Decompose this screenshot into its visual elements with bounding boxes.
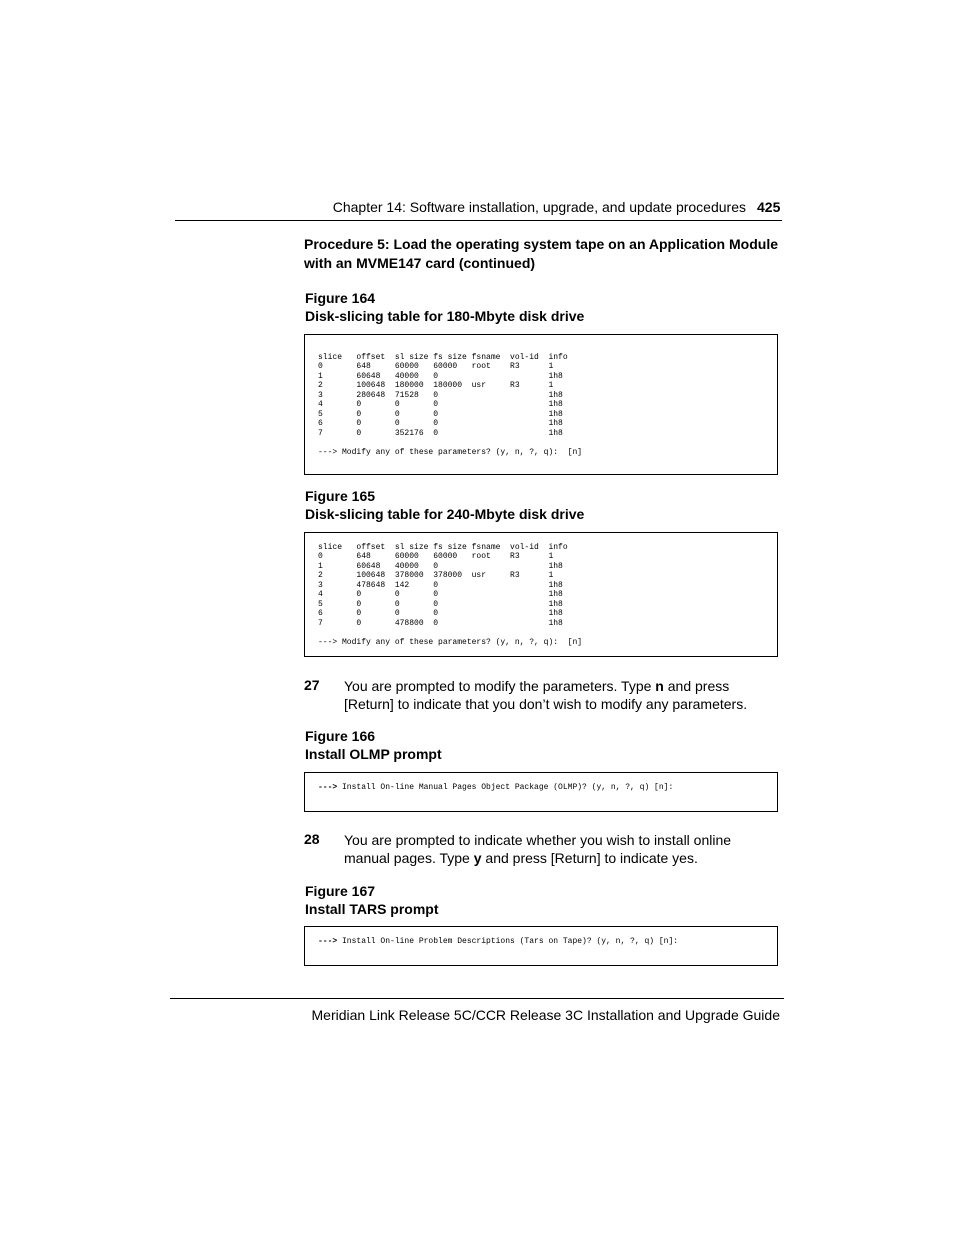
chapter-title: Chapter 14: Software installation, upgrade, and update procedures — [332, 199, 746, 215]
figure-167-number: Figure 167 — [305, 883, 376, 899]
footer-rule — [170, 998, 784, 999]
olmp-prompt-text: Install On-line Manual Pages Object Package (OLMP)? (y, n, ?, q) [n]: — [337, 783, 674, 792]
step-27-key: n — [655, 678, 664, 694]
step-28-text-before: You are prompted to indicate whether you wish to install online manual pages. Type — [344, 832, 732, 866]
disk-slicing-table-180: slice offset sl size fs size fsname vol-id info 0 648 60000 60000 root R3 1 1 60648 40000 0 1h8 2 100648 180000 180000 usr R3 1 3 280648 71528 0 1h8 4 0 0 0 1h8 5 0 0 0 1h8 6 0 0 0 1h8 7 0 352176 0 1h8 ---> Modify any of these parameters? (y, n, ?, q): [n] — [318, 353, 583, 457]
olmp-prompt — [318, 783, 673, 792]
figure-164-caption — [305, 289, 584, 325]
figure-166-code-box — [304, 772, 778, 812]
tars-prompt-arrow: ---> — [318, 937, 338, 946]
step-27-text-before: You are prompted to modify the parameters. Type — [344, 678, 656, 694]
tars-prompt-text: Install On-line Problem Descriptions (Tars on Tape)? (y, n, ?, q) [n]: — [337, 937, 679, 946]
footer-title: Meridian Link Release 5C/CCR Release 3C Installation and Upgrade Guide — [311, 1007, 780, 1023]
step-28-key: y — [473, 850, 482, 866]
step-28-number: 28 — [304, 831, 320, 847]
figure-167-caption — [305, 882, 439, 918]
step-28-text-after: and press [Return] to indicate yes. — [481, 850, 698, 866]
figure-165-code-box — [304, 532, 778, 657]
disk-slicing-table-240: slice offset sl size fs size fsname vol-id info 0 648 60000 60000 root R3 1 1 60648 40000 0 1h8 2 100648 378000 378000 usr R3 1 3 478648 142 0 1h8 4 0 0 0 1h8 5 0 0 0 1h8 6 0 0 0 1h8 7 0 478800 0 1h8 ---> Modify any of these parameters? (y, n, ?, q): [n] — [318, 543, 583, 647]
figure-165-title: Disk-slicing table for 240-Mbyte disk drive — [305, 506, 585, 522]
olmp-prompt-arrow: ---> — [318, 783, 338, 792]
figure-167-title: Install TARS prompt — [305, 901, 439, 917]
page-number: 425 — [757, 199, 781, 215]
figure-166-caption — [305, 727, 442, 763]
tars-prompt — [318, 937, 678, 946]
step-28-text — [344, 831, 764, 867]
step-27-number: 27 — [304, 677, 320, 693]
figure-164-title: Disk-slicing table for 180-Mbyte disk drive — [305, 308, 585, 324]
figure-165-number: Figure 165 — [305, 488, 376, 504]
header-rule — [175, 220, 782, 221]
figure-167-code-box — [304, 926, 778, 966]
figure-164-code-box — [304, 334, 778, 475]
figure-165-caption — [305, 487, 584, 523]
procedure-title: Procedure 5: Load the operating system tape on an Application Module with an MVME147 card (continued) — [304, 236, 778, 271]
figure-166-title: Install OLMP prompt — [305, 746, 442, 762]
figure-166-number: Figure 166 — [305, 728, 376, 744]
step-27-text — [344, 677, 764, 713]
figure-164-number: Figure 164 — [305, 290, 376, 306]
step-27-text-after: and press [Return] to indicate that you don’t wish to modify any parameters. — [344, 678, 748, 712]
